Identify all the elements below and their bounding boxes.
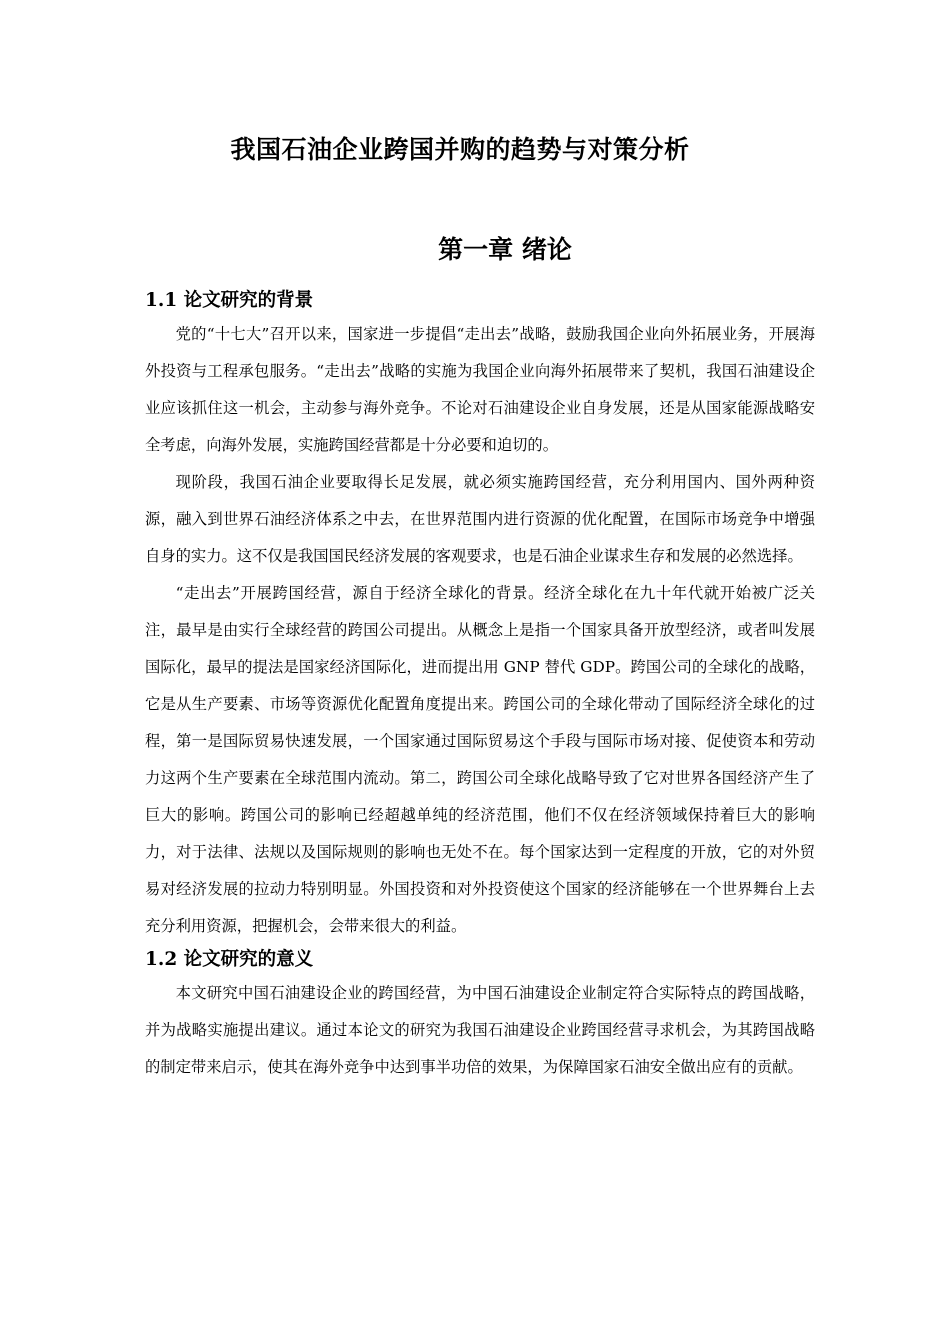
document-title: 我国石油企业跨国并购的趋势与对策分析 — [230, 135, 690, 164]
section-heading: 1.1 论文研究的背景 — [145, 290, 314, 311]
paragraph: “走出去”开展跨国经营，源自于经济全球化的背景。经济全球化在九十年代就开始被广泛关注，最早是由实行全球经营的跨国公司提出。从概念上是指一个国家具备开放型经济，或者叫发展国际化，最早的提法是国家经济国际化，进而提出用 GNP 替代 GDP。跨国公司的全球化的战略，它是从生产要素、市场等资源优化配置角度提出来。跨国公司的全球化带动了国际经济全球化的过程，第一是国际贸易快速发展，一个国家通过国际贸易这个手段与国际市场对接、促使资本和劳动力这两个生产要素在全球范围内流动。第二，跨国公司全球化战略导致了它对世界各国经济产生了巨大的影响。跨国公司的影响已经超越单纯的经济范围，他们不仅在经济领域保持着巨大的影响力，对于法律、法规以及国际规则的影响也无处不在。每个国家达到一定程度的开放，它的对外贸易对经济发展的拉动力特别明显。外国投资和对外投资使这个国家的经济能够在一个世界舞台上去充分利用资源，把握机会，会带来很大的利益。 — [145, 584, 815, 935]
section-significance — [145, 945, 815, 1086]
paragraph: 现阶段，我国石油企业要取得长足发展，就必须实施跨国经营，充分利用国内、国外两种资源，融入到世界石油经济体系之中去，在世界范围内进行资源的优化配置，在国际市场竞争中增强自身的实力。这不仅是我国国民经济发展的客观要求，也是石油企业谋求生存和发展的必然选择。 — [145, 473, 815, 565]
paragraph: 党的“十七大”召开以来，国家进一步提倡“走出去”战略，鼓励我国企业向外拓展业务，开展海外投资与工程承包服务。“走出去”战略的实施为我国企业向海外拓展带来了契机，我国石油建设企业应该抓住这一机会，主动参与海外竞争。不论对石油建设企业自身发展，还是从国家能源战略安全考虑，向海外发展，实施跨国经营都是十分必要和迫切的。 — [145, 325, 815, 454]
section-heading: 1.2 论文研究的意义 — [145, 949, 314, 970]
paragraph: 本文研究中国石油建设企业的跨国经营，为中国石油建设企业制定符合实际特点的跨国战略，并为战略实施提出建议。通过本论文的研究为我国石油建设企业跨国经营寻求机会，为其跨国战略的制定带来启示，使其在海外竞争中达到事半功倍的效果，为保障国家石油安全做出应有的贡献。 — [145, 984, 815, 1076]
chapter-title: 第一章 绪论 — [438, 235, 572, 264]
section-background — [145, 286, 815, 945]
document-body — [145, 286, 815, 1086]
